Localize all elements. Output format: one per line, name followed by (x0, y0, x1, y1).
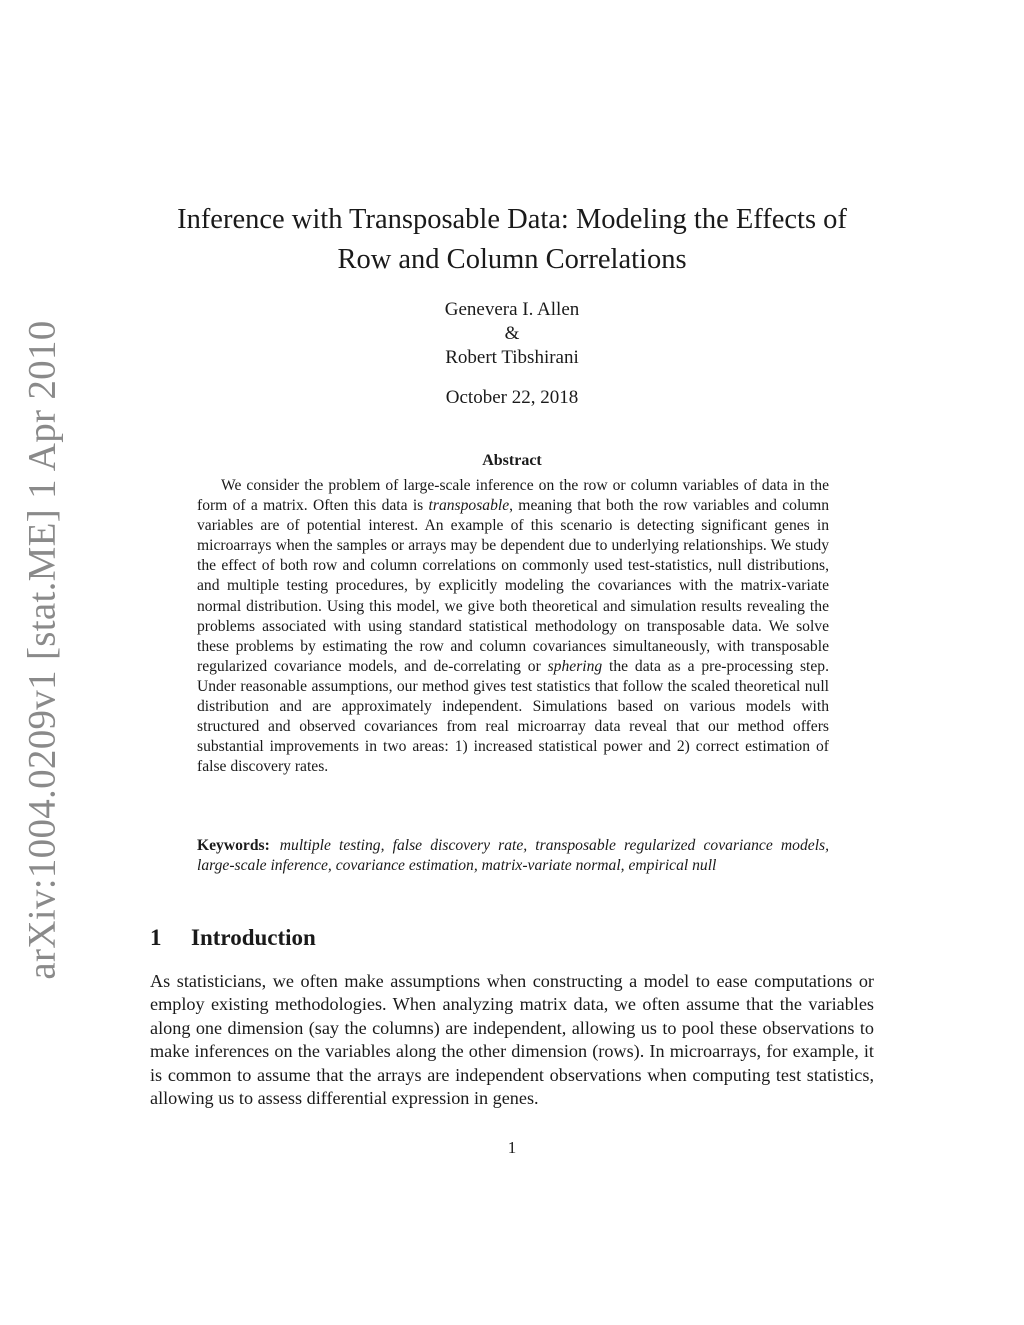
author-separator: & (504, 323, 520, 344)
abstract-term-sphering: sphering (547, 657, 603, 675)
abstract-text (197, 476, 829, 777)
introduction-paragraph: As statisticians, we often make assumptions when constructing a model to ease computations or employ existing methodologies. When analyzing matrix data, we often assume that the variables along one dimension (say the columns) are independent, allowing us to pool these observations to make inferences on the variables along the other dimension (rows). In microarrays, for example, it is common to assume that the arrays are independent observations when computing test statistics, allowing us to assess differential expression in genes. (150, 971, 874, 1109)
keywords (197, 836, 829, 876)
author-block (150, 298, 874, 370)
abstract-part-1: We consider the problem of large-scale inference on the row or column variables of data in the form of a matrix. Often this data is (197, 477, 829, 515)
paper-date: October 22, 2018 (445, 387, 579, 408)
arxiv-identifier: arXiv:1004.0209v1 [stat.ME] 1 Apr 2010 (20, 320, 64, 980)
title-line-1: Inference with Transposable Data: Modeling the Effects of (177, 204, 847, 235)
author-1: Genevera I. Allen (444, 299, 580, 320)
abstract-part-2: , meaning that both the row variables and column variables are of potential interest. An example of this scenario is detecting significant genes in microarrays when the samples or arrays may be dependent due to underlying relationships. We study the effect of both row and column correlations on commonly used test-statistics, null distributions, and multiple testing procedures, by explicitly modeling the covariances with the matrix-variate normal distribution. Using this model, we give both theoretical and simulation results revealing the problems associated with using standard statistical methodology on transposable data. We solve these problems by estimating the row and column covariances simultaneously, with transposable regularized covariance models, and de-correlating or (197, 497, 830, 675)
section-number: 1 (150, 925, 162, 950)
author-2: Robert Tibshirani (445, 347, 579, 368)
section-title: Introduction (191, 925, 316, 950)
abstract-part-3: the data as a pre-processing step. Under reasonable assumptions, our method gives test statistics that follow the scaled theoretical null distribution and are approximately independent. Simulations based on various models with structured and observed covariances from real microarray data reveal that our method offers substantial improvements in two areas: 1) increased statistical power and 2) correct estimation of false discovery rates. (197, 657, 829, 776)
page-number: 1 (507, 1138, 517, 1157)
section-heading-introduction (150, 925, 316, 951)
title-line-2: Row and Column Correlations (337, 244, 687, 275)
keywords-list: multiple testing, false discovery rate, transposable regularized covariance models, large-scale inference, covariance estimation, matrix-variate normal, empirical null (197, 837, 829, 874)
keywords-label: Keywords: (197, 837, 270, 854)
abstract-heading: Abstract (482, 452, 542, 469)
paper-title (150, 200, 874, 280)
arxiv-side-stamp (12, 320, 72, 980)
abstract-term-transposable: transposable (428, 497, 510, 515)
